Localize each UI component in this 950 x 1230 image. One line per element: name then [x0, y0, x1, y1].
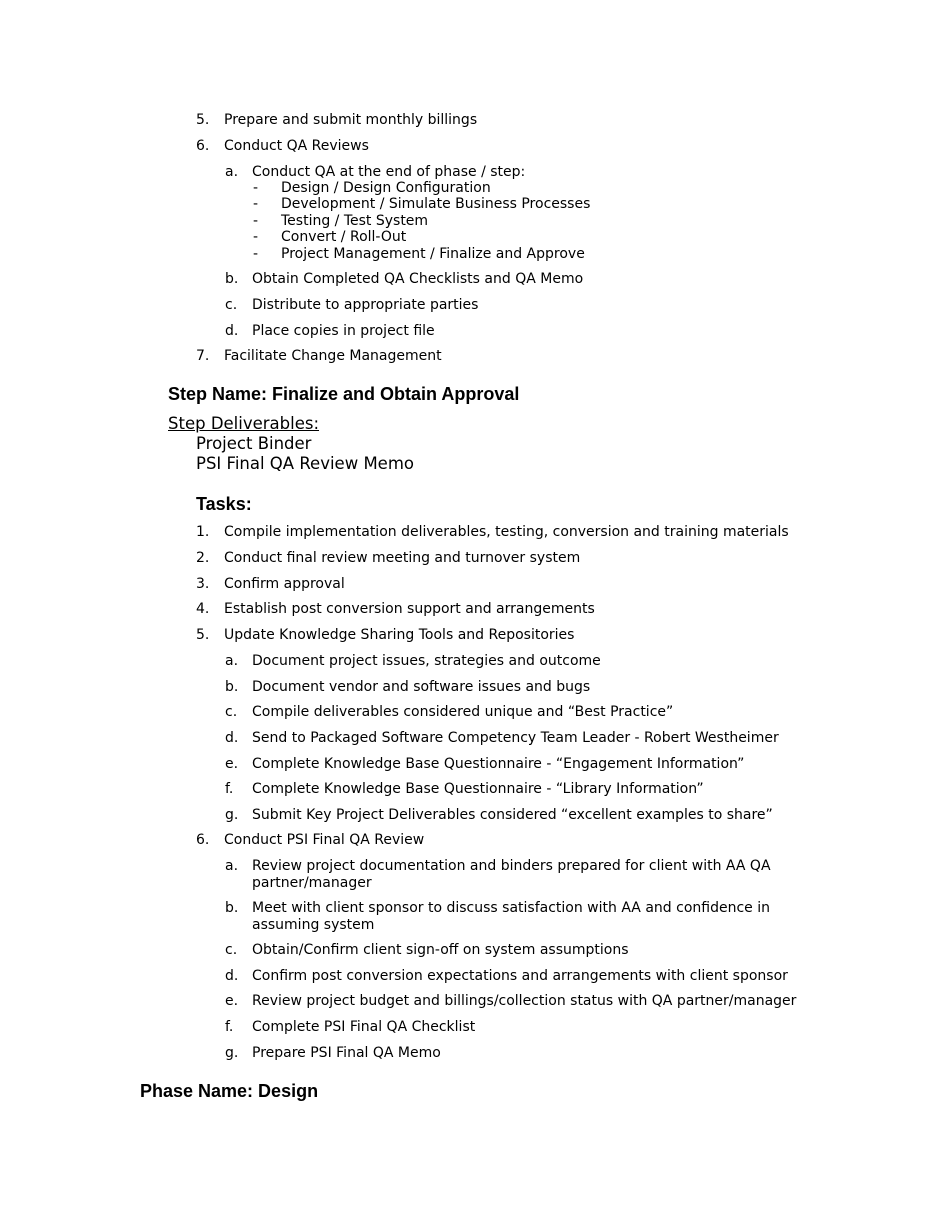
- task-marker: b.: [225, 679, 239, 695]
- task-text: Update Knowledge Sharing Tools and Repositories: [224, 627, 575, 643]
- task-marker: b.: [225, 900, 239, 916]
- step-heading: Step Name: Finalize and Obtain Approval: [168, 384, 520, 404]
- task-marker: a.: [225, 858, 239, 874]
- bullet-marker: -: [253, 196, 259, 212]
- task-marker: 2.: [196, 550, 210, 566]
- task-text: Compile implementation deliverables, testing, conversion and training materials: [224, 524, 789, 540]
- list-marker: a.: [225, 164, 239, 180]
- task-text: Complete Knowledge Base Questionnaire - “Engagement Information”: [252, 756, 745, 772]
- task-marker: d.: [225, 968, 239, 984]
- task-marker: c.: [225, 704, 238, 720]
- bullet-text: Project Management / Finalize and Approve: [281, 246, 585, 262]
- bullet-text: Testing / Test System: [281, 213, 429, 229]
- phase-heading: Phase Name: Design: [140, 1081, 319, 1101]
- list-marker: d.: [225, 323, 239, 339]
- task-marker: d.: [225, 730, 239, 746]
- bullet-text: Development / Simulate Business Processes: [281, 196, 591, 212]
- task-text-continued: partner/manager: [252, 875, 372, 891]
- bullet-text: Convert / Roll-Out: [281, 229, 407, 245]
- task-text: Prepare PSI Final QA Memo: [252, 1045, 441, 1061]
- deliverables-label: Step Deliverables:: [168, 414, 320, 433]
- bullet-text: Design / Design Configuration: [281, 180, 491, 196]
- task-marker: e.: [225, 993, 239, 1009]
- task-marker: f.: [225, 1019, 234, 1035]
- list-text: Conduct QA at the end of phase / step:: [252, 164, 526, 180]
- task-text: Compile deliverables considered unique and “Best Practice”: [252, 704, 674, 720]
- list-text: Conduct QA Reviews: [224, 138, 369, 154]
- deliverable-item: Project Binder: [196, 434, 312, 453]
- task-text: Obtain/Confirm client sign-off on system assumptions: [252, 942, 629, 958]
- list-marker: c.: [225, 297, 238, 313]
- task-text: Meet with client sponsor to discuss satisfaction with AA and confidence in: [252, 900, 770, 916]
- bullet-marker: -: [253, 246, 259, 262]
- bullet-marker: -: [253, 180, 259, 196]
- bullet-marker: -: [253, 229, 259, 245]
- task-text: Confirm approval: [224, 576, 345, 592]
- task-text: Send to Packaged Software Competency Team Leader - Robert Westheimer: [252, 730, 779, 746]
- task-marker: a.: [225, 653, 239, 669]
- task-marker: c.: [225, 942, 238, 958]
- list-text: Prepare and submit monthly billings: [224, 112, 478, 128]
- tasks-heading: Tasks:: [196, 494, 252, 514]
- list-marker: b.: [225, 271, 239, 287]
- task-text: Review project documentation and binders prepared for client with AA QA: [252, 858, 771, 874]
- list-marker: 7.: [196, 348, 210, 364]
- task-marker: 4.: [196, 601, 210, 617]
- task-marker: 6.: [196, 832, 210, 848]
- task-text: Complete Knowledge Base Questionnaire - “Library Information”: [252, 781, 704, 797]
- task-marker: g.: [225, 807, 239, 823]
- task-marker: f.: [225, 781, 234, 797]
- task-text-continued: assuming system: [252, 917, 375, 933]
- task-text: Review project budget and billings/collection status with QA partner/manager: [252, 993, 797, 1009]
- task-text: Complete PSI Final QA Checklist: [252, 1019, 476, 1035]
- task-marker: 1.: [196, 524, 210, 540]
- list-text: Facilitate Change Management: [224, 348, 442, 364]
- bullet-marker: -: [253, 213, 259, 229]
- task-marker: 5.: [196, 627, 210, 643]
- deliverable-item: PSI Final QA Review Memo: [196, 454, 414, 473]
- task-text: Establish post conversion support and arrangements: [224, 601, 595, 617]
- task-text: Confirm post conversion expectations and arrangements with client sponsor: [252, 968, 788, 984]
- task-text: Conduct PSI Final QA Review: [224, 832, 425, 848]
- task-marker: g.: [225, 1045, 239, 1061]
- list-marker: 6.: [196, 138, 210, 154]
- task-marker: e.: [225, 756, 239, 772]
- list-text: Distribute to appropriate parties: [252, 297, 479, 313]
- list-marker: 5.: [196, 112, 210, 128]
- task-marker: 3.: [196, 576, 210, 592]
- task-text: Submit Key Project Deliverables considered “excellent examples to share”: [252, 807, 773, 823]
- list-text: Obtain Completed QA Checklists and QA Memo: [252, 271, 584, 287]
- task-text: Document project issues, strategies and outcome: [252, 653, 601, 669]
- task-text: Conduct final review meeting and turnover system: [224, 550, 581, 566]
- list-text: Place copies in project file: [252, 323, 435, 339]
- task-text: Document vendor and software issues and bugs: [252, 679, 591, 695]
